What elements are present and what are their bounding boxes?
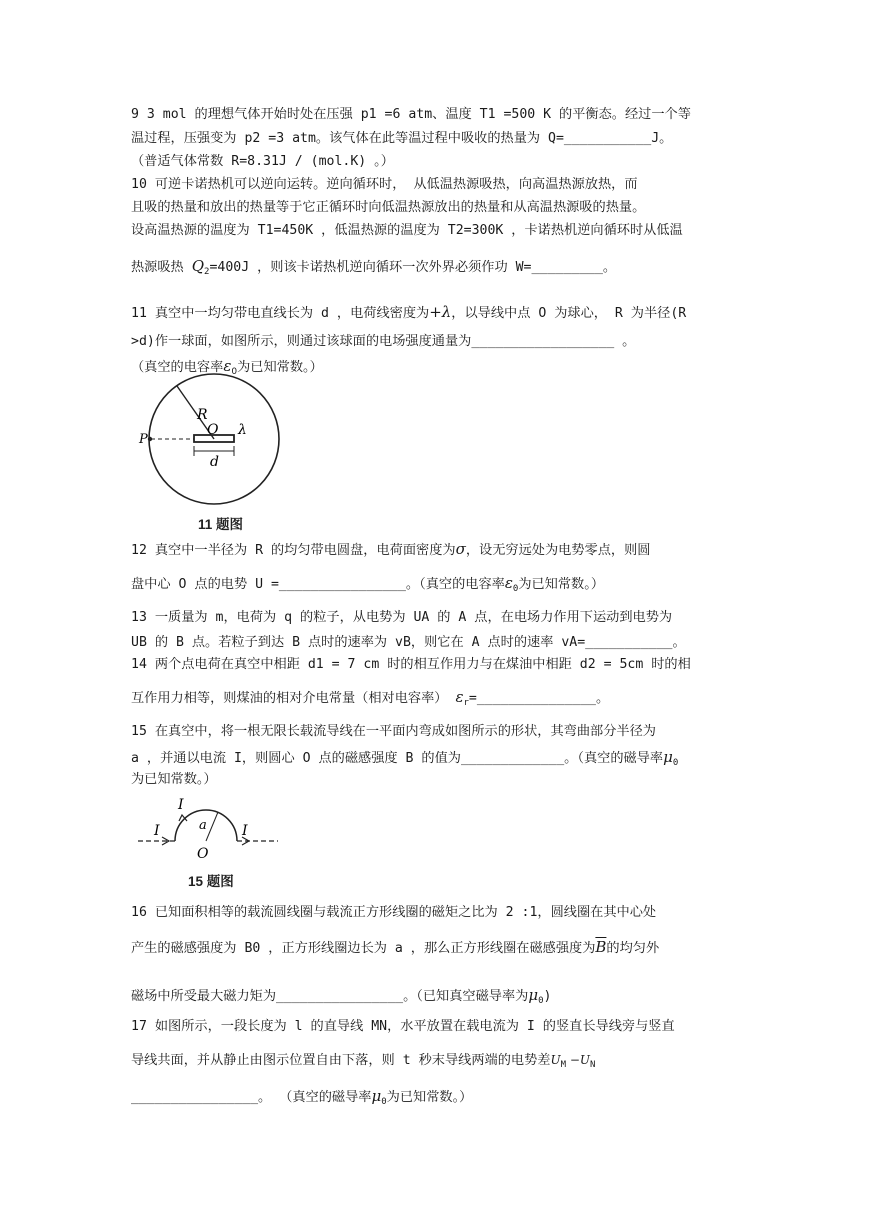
q10-line-2: 且吸的热量和放出的热量等于它正循环时向低温热源放出的热量和从高温热源吸的热量。 xyxy=(131,200,646,215)
q12-line-2-post: 为已知常数。） xyxy=(518,577,605,592)
q17-line-3-post: 为已知常数。） xyxy=(386,1090,473,1105)
q11-line-3-post: 为已知常数。） xyxy=(237,360,323,375)
q10-line-3: 设高温热源的温度为 T1=450K ，低温热源的温度为 T2=300K ，卡诺热机逆向循环时从低温 xyxy=(131,223,683,238)
label-lambda: λ xyxy=(238,422,247,438)
q12-line-1-pre: 12 真空中一半径为 R 的均匀带电圆盘，电荷面密度为 xyxy=(131,543,456,558)
q17-line-3-pre: ________________。 （真空的磁导率 xyxy=(131,1090,372,1105)
q16-line-3 xyxy=(131,986,552,1010)
mu-symbol: μ xyxy=(528,986,539,1004)
label-r: R xyxy=(197,407,208,423)
q9-line-2: 温过程，压强变为 p2 =3 atm。该气体在此等温过程中吸收的热量为 Q=___________J。 xyxy=(131,131,673,146)
epsilon-subscript: 0 xyxy=(512,584,519,594)
q14-line-1: 14 两个点电荷在真空中相距 d1 = 7 cm 时的相互作用力与在煤油中相距 d2 = 5cm 时的相 xyxy=(131,657,691,672)
q17-line-2 xyxy=(131,1051,595,1074)
minus-sign: − xyxy=(566,1053,580,1067)
q14-line-2-post: =_______________。 xyxy=(468,691,610,706)
q14-line-2 xyxy=(131,688,609,712)
epsilon-r-symbol: ε xyxy=(455,688,464,706)
q15-line-3: 为已知常数。） xyxy=(131,772,217,787)
sigma-symbol: σ xyxy=(455,540,466,558)
mu-subscript: 0 xyxy=(381,1097,387,1107)
q17-line-1: 17 如图所示，一段长度为 l 的直导线 MN，水平放置在载电流为 I 的竖直长导线旁与竖直 xyxy=(131,1019,675,1034)
q11-line-2: >d)作一球面，如图所示，则通过该球面的电场强度通量为__________________ 。 xyxy=(131,334,636,349)
q13-line-1: 13 一质量为 m，电荷为 q 的粒子，从电势为 UA 的 A 点，在电场力作用下运动到电势为 xyxy=(131,610,673,625)
radius-a-line xyxy=(206,812,218,841)
u-m-symbol: U xyxy=(550,1053,561,1067)
point-p-dot xyxy=(148,437,152,441)
q16-line-3-pre: 磁场中所受最大磁力矩为________________。（已知真空磁导率为 xyxy=(131,989,529,1004)
q16-line-2 xyxy=(131,938,659,958)
u-m-subscript: M xyxy=(560,1060,566,1070)
u-n-subscript: N xyxy=(590,1060,596,1070)
label-p: P xyxy=(139,432,148,447)
q14-line-2-pre: 互作用力相等，则煤油的相对介电常量（相对电容率） xyxy=(131,691,456,706)
q12-line-2-pre: 盘中心 O 点的电势 U =________________。（真空的电容率 xyxy=(131,577,505,592)
q16-line-1: 16 已知面积相等的载流圆线圈与载流正方形线圈的磁矩之比为 2 :1，圆线圈在其中心处 xyxy=(131,905,657,920)
q11-line-1 xyxy=(131,303,686,323)
u-n-symbol: U xyxy=(579,1053,590,1067)
q10-line-4 xyxy=(131,257,616,281)
q15-line-2-pre: a ，并通以电流 I，则圆心 O 点的磁感强度 B 的值为_____________。（真空的磁导率 xyxy=(131,751,664,766)
b-vector-symbol: $\overline{B}$ xyxy=(595,938,607,956)
mu-symbol: μ xyxy=(371,1087,382,1105)
sphere-figure xyxy=(140,385,275,510)
label-a: a xyxy=(199,818,207,833)
lambda-symbol: +λ xyxy=(429,303,452,321)
q17-line-3 xyxy=(131,1087,472,1111)
q16-line-2-pre: 产生的磁感强度为 B0 ，正方形线圈边长为 a ，那么正方形线圈在磁感强度为 xyxy=(131,941,596,956)
q15-line-2 xyxy=(131,748,678,772)
mu-subscript: 0 xyxy=(538,996,544,1006)
q9-line-3: （普适气体常数 R=8.31J / (mol.K) 。） xyxy=(131,154,394,169)
epsilon-subscript: 0 xyxy=(231,367,238,377)
bent-wire-figure xyxy=(138,795,283,865)
mu-symbol: μ xyxy=(663,748,673,766)
epsilon-symbol: ε xyxy=(504,574,513,592)
figure-15-caption: 15 题图 xyxy=(188,874,234,889)
q16-line-2-post: 的均匀外 xyxy=(606,941,660,956)
q2-symbol: Q xyxy=(191,257,205,275)
q11-line-1-pre: 11 真空中一均匀带电直线长为 d ，电荷线密度为 xyxy=(131,306,430,321)
q11-line-1-post: ，以导线中点 O 为球心， R 为半径(R xyxy=(451,306,687,321)
q13-line-2: UB 的 B 点。若粒子到达 B 点时的速率为 vB，则它在 A 点时的速率 vA=___________。 xyxy=(131,635,686,650)
label-i-top: I xyxy=(178,797,184,813)
q10-line-1: 10 可逆卡诺热机可以逆向运转。逆向循环时， 从低温热源吸热，向高温热源放热，而 xyxy=(131,177,638,192)
label-i-left: I xyxy=(154,823,160,839)
epsilon-symbol: ε xyxy=(223,357,232,375)
q15-line-1: 15 在真空中，将一根无限长载流导线在一平面内弯成如图所示的形状，其弯曲部分半径为 xyxy=(131,724,656,739)
q16-line-3-post: ) xyxy=(543,989,552,1004)
q10-line-4-pre: 热源吸热 xyxy=(131,260,192,275)
label-o: O xyxy=(197,846,209,862)
figure-11-caption: 11 题图 xyxy=(198,517,244,532)
epsilon-r-subscript: r xyxy=(463,698,469,708)
q12-line-1-post: ，设无穷远处为电势零点，则圆 xyxy=(465,543,651,558)
label-o: O xyxy=(207,422,219,438)
q10-line-4-post: =400J ，则该卡诺热机逆向循环一次外界必须作功 W=_________。 xyxy=(209,260,617,275)
q2-subscript: 2 xyxy=(204,267,210,277)
label-i-right: I xyxy=(242,823,248,839)
q11-line-3 xyxy=(131,357,323,381)
label-d: d xyxy=(210,454,219,470)
q11-line-3-pre: （真空的电容率 xyxy=(131,360,224,375)
q17-line-2-pre: 导线共面，并从静止由图示位置自由下落，则 t 秒末导线两端的电势差 xyxy=(131,1053,551,1068)
q12-line-2 xyxy=(131,574,604,598)
q9-line-1: 9 3 mol 的理想气体开始时处在压强 p1 =6 atm、温度 T1 =500 K 的平衡态。经过一个等 xyxy=(131,107,691,122)
mu-subscript: 0 xyxy=(672,758,679,768)
q12-line-1 xyxy=(131,540,650,560)
